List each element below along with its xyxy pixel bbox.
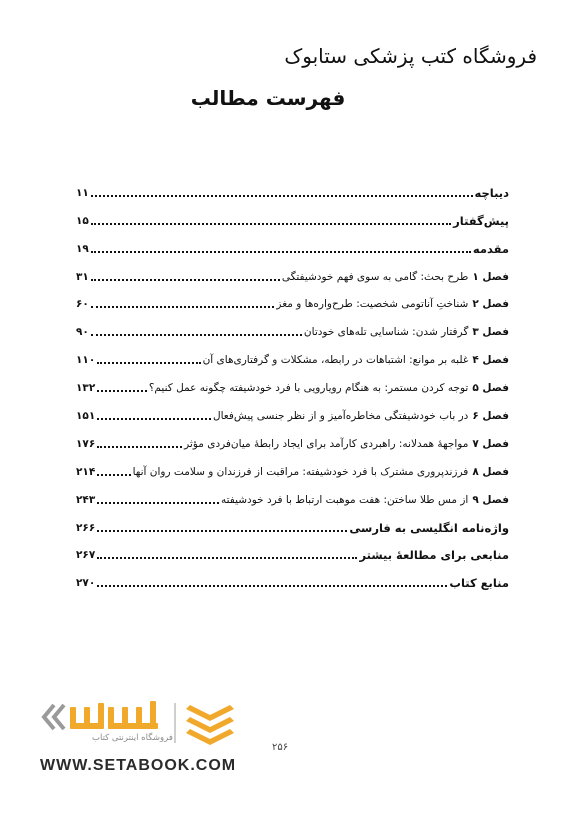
toc-entry-page: ۱۵ (76, 214, 89, 227)
toc-entry-label: از مس طلا ساختن: هفت موهبت ارتباط با فرد خودشیفته (220, 493, 469, 506)
toc-entry-chapter: فصل ۸ (472, 465, 509, 478)
toc-entry-label: غلبه بر موانع: اشتباهات در رابطه، مشکلات و گرفتاری‌های آن (202, 354, 469, 367)
toc-entry-chapter: فصل ۲ (472, 298, 509, 311)
toc-entry-chapter: فصل ۹ (472, 493, 509, 506)
table-of-contents (76, 172, 509, 590)
toc-entry (76, 256, 509, 284)
toc-entry-page: ۱۱۰ (76, 354, 96, 367)
brand-lettering (70, 701, 158, 729)
toc-entry (76, 395, 509, 423)
toc-entry-chapter: فصل ۶ (472, 410, 509, 423)
toc-entry (76, 479, 509, 507)
toc-entry (76, 284, 509, 312)
toc-entry-chapter: فصل ۷ (472, 437, 509, 450)
toc-entry-label: طرح بحث: گامی به سوی فهم خودشیفتگی (281, 270, 469, 283)
toc-entry-label: مواجههٔ همدلانه: راهبردی کارآمد برای ایجاد رابطهٔ میان‌فردی مؤثر (184, 437, 469, 450)
toc-entry-label: منابعی برای مطالعهٔ بیشتر (359, 548, 509, 563)
toc-entry (76, 507, 509, 535)
toc-title-text: فهرست مطالب (190, 86, 346, 110)
arrow-chevrons-icon (44, 705, 64, 729)
toc-entry-leader (97, 584, 447, 587)
toc-entry-page: ۲۶۶ (76, 521, 96, 534)
toc-entry-leader (91, 278, 280, 281)
toc-entry-chapter: فصل ۵ (472, 382, 509, 395)
book-stack-icon (186, 705, 234, 745)
toc-entry-page: ۱۳۲ (76, 382, 96, 395)
toc-entry-label: منابع کتاب (449, 576, 509, 591)
toc-entry-label: فرزندپروری مشترک با فرد خودشیفته: مراقبت از فرزندان و سلامت روان آنها (132, 465, 469, 478)
toc-entry-page: ۲۷۰ (76, 577, 96, 590)
toc-entry-leader (97, 473, 130, 476)
toc-entry-page: ۲۶۷ (76, 549, 96, 562)
logo-tagline: فروشگاه اینترنتی کتاب (92, 733, 173, 743)
toc-entry (76, 339, 509, 367)
toc-entry-leader (91, 305, 275, 308)
toc-entry (76, 311, 509, 339)
toc-entry (76, 228, 509, 256)
toc-entry-page: ۲۴۳ (76, 493, 96, 506)
store-title: فروشگاه کتب پزشکی ستابوک (284, 44, 537, 68)
website-url[interactable]: WWW.SETABOOK.COM (40, 757, 237, 774)
toc-entry-label: توجه کردن مستمر: به هنگام رویارویی با فرد خودشیفته چگونه عمل کنیم؟ (148, 382, 469, 395)
toc-entry (76, 451, 509, 479)
toc-entry-leader (91, 194, 473, 197)
toc-entry-leader (91, 222, 451, 225)
toc-entry-chapter: فصل ۴ (472, 354, 509, 367)
toc-entry-page: ۱۹ (76, 242, 89, 255)
toc-entry-page: ۶۰ (76, 298, 89, 311)
toc-entry (76, 172, 509, 200)
toc-entry-leader (97, 529, 347, 532)
toc-entry-label: واژه‌نامه انگلیسی به فارسی (349, 520, 509, 535)
toc-entry-page: ۱۱ (76, 186, 89, 199)
toc-entry-page: ۹۰ (76, 326, 89, 339)
toc-entry-chapter: فصل ۱ (472, 270, 509, 283)
toc-entry-leader (97, 361, 200, 364)
toc-entry-label: در باب خودشیفتگی مخاطره‌آمیز و از نظر جنسی پیش‌فعال (212, 410, 469, 423)
page-number: ۲۵۶ (272, 742, 289, 753)
toc-entry-page: ۲۱۴ (76, 465, 96, 478)
toc-entry (76, 535, 509, 563)
toc-entry (76, 200, 509, 228)
toc-entry-page: ۳۱ (76, 270, 89, 283)
toc-entry-leader (97, 556, 357, 559)
toc-entry-label: مقدمه (472, 241, 509, 256)
toc-entry-chapter: فصل ۳ (472, 326, 509, 339)
toc-entry-leader (97, 445, 182, 448)
toc-entry (76, 562, 509, 590)
toc-entry-label: دیباچه (474, 185, 509, 200)
toc-entry-label: گرفتار شدن: شناسایی تله‌های خودتان (303, 326, 469, 339)
toc-title (0, 86, 560, 110)
toc-entry-leader (91, 250, 471, 253)
toc-entry (76, 423, 509, 451)
toc-entry-label: پیش‌گفتار (453, 213, 509, 228)
toc-entry-page: ۱۷۶ (76, 437, 96, 450)
toc-entry-page: ۱۵۱ (76, 410, 96, 423)
toc-entry-leader (97, 501, 219, 504)
toc-entry (76, 367, 509, 395)
toc-entry-leader (91, 333, 302, 336)
setabook-logo (40, 695, 250, 750)
toc-entry-leader (97, 417, 211, 420)
toc-entry-leader (97, 389, 147, 392)
toc-entry-label: شناختِ آناتومی شخصیت: طرح‌واره‌ها و مغز (276, 298, 469, 311)
